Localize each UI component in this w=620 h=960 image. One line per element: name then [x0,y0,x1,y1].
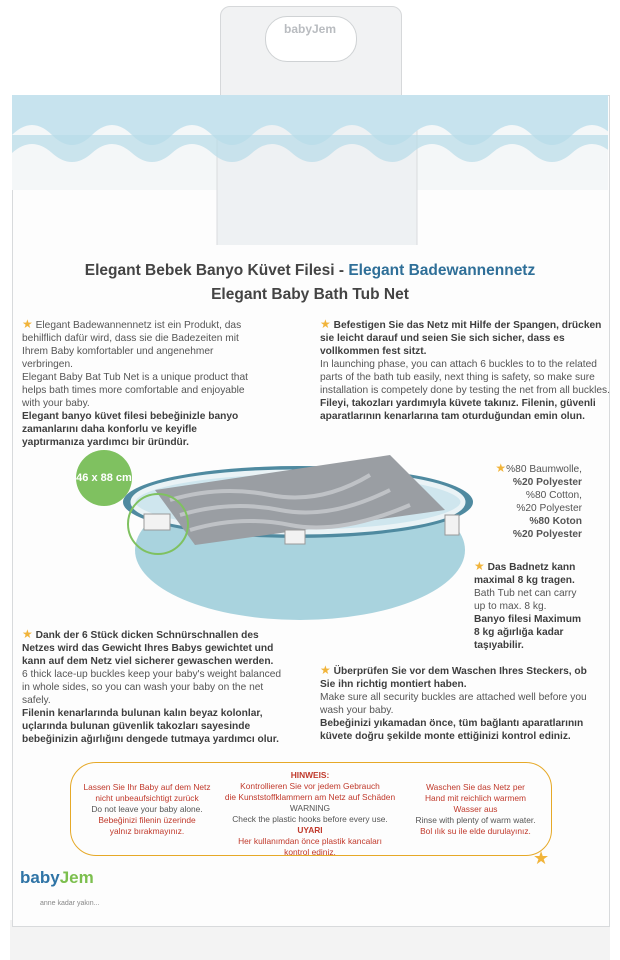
warning-right: Waschen Sie das Netz per Hand mit reichlich warmem Wasser aus Rinse with plenty of warm water. Bol ılık su ile elde durulayınız. [415,782,536,836]
warning-center: HINWEIS: Kontrollieren Sie vor jedem Gebrauch die Kunststoffklammern am Netz auf Schäden WARNING Check the plastic hooks before every use. UYARI Her kullanımdan önce plastik kancaları kontrol ediniz. [224,770,396,857]
hanger-logo: babyJem [283,22,337,36]
star-icon: ★ [22,317,33,331]
brand-slogan: anne kadar yakın... [40,900,100,907]
title-line-1 [30,262,590,280]
star-icon: ★ [495,461,507,475]
size-badge: 46 x 88 cm [76,450,132,506]
star-icon: ★ [22,627,33,641]
wave-band [12,95,608,245]
fabric-composition: ★%80 Baumwolle, %20 Polyester %80 Cotton, %20 Polyester %80 Koton %20 Polyester [495,461,582,540]
star-icon: ★ [320,663,331,677]
title-de: Elegant Badewannennetz [348,262,536,279]
bath-tub-illustration [100,440,480,625]
buckles-text: ★ Dank der 6 Stück dicken Schnürschnallen des Netzes wird das Gewicht Ihres Babys gewichtet und kann auf dem Netz viel sicherer gewaschen werden. 6 thick lace-up buckles keep your baby's weight balanced in whole sides, so you can wash your baby on the net safely. Filenin kenarlarında bulunan kalın beyaz kolonlar, uçlarında bulunan güvenlik takozları sayesinde bebeğinizin ağırlığını dengede tutmaya yardımcı olur. [22,627,282,745]
install-text: ★ Befestigen Sie das Netz mit Hilfe der Spangen, drücken sie leicht darauf und seien Sie sich sicher, dass es vollkommen fest sitzt. In launching phase, you can attach 6 buckles to to the related parts of the bath tub easily, next thing is safety, so make sure installation is competely done by testing the net from all buckles. Fileyi, takozları yardımıyla küvete takınız. Filenin, güvenli aparatlarının kenarlarına tam oturduğundan emin olun. [320,317,610,422]
intro-text: ★ Elegant Badewannennetz ist ein Produkt, das behilflich dafür wird, dass sie die Badezeiten mit Ihrem Baby komfortabler und angenehmer verbringen. Elegant Baby Bat Tub Net is a unique product that helps bath times more comfortable and enjoyable with your baby. Elegant banyo küvet filesi bebeğinizle banyo zamanlarını daha konforlu ve keyifle yaptırmanıza yardımcı bir üründür. [22,317,248,448]
warning-left: Lassen Sie Ihr Baby auf dem Netz nicht unbeaufsichtigt zurück Do not leave your baby alone. Bebeğinizi filenin üzerinde yalnız bırakmayınız. [83,782,211,836]
title-line-2: Elegant Baby Bath Tub Net [211,286,409,303]
brand-logo: babyJem [20,868,94,887]
star-icon: ★ [320,317,331,331]
capacity-text: ★ Das Badnetz kann maximal 8 kg tragen. Bath Tub net can carry up to max. 8 kg. Banyo filesi Maximum 8 kg ağırlığa kadar taşıyabilir. [474,559,581,651]
star-icon: ★ [474,559,485,573]
star-icon: ★ [533,848,550,868]
check-text: ★ Überprüfen Sie vor dem Waschen Ihres Steckers, ob Sie ihn richtig montiert haben. Make sure all security buckles are attached well before you wash your baby. Bebeğinizi yıkamadan önce, tüm bağlantı aparatlarının küvete doğru şekilde monte ettiğinizi kontrol ediniz. [320,663,587,742]
title-tr: Elegant Bebek Banyo Küvet Filesi - [84,262,349,279]
